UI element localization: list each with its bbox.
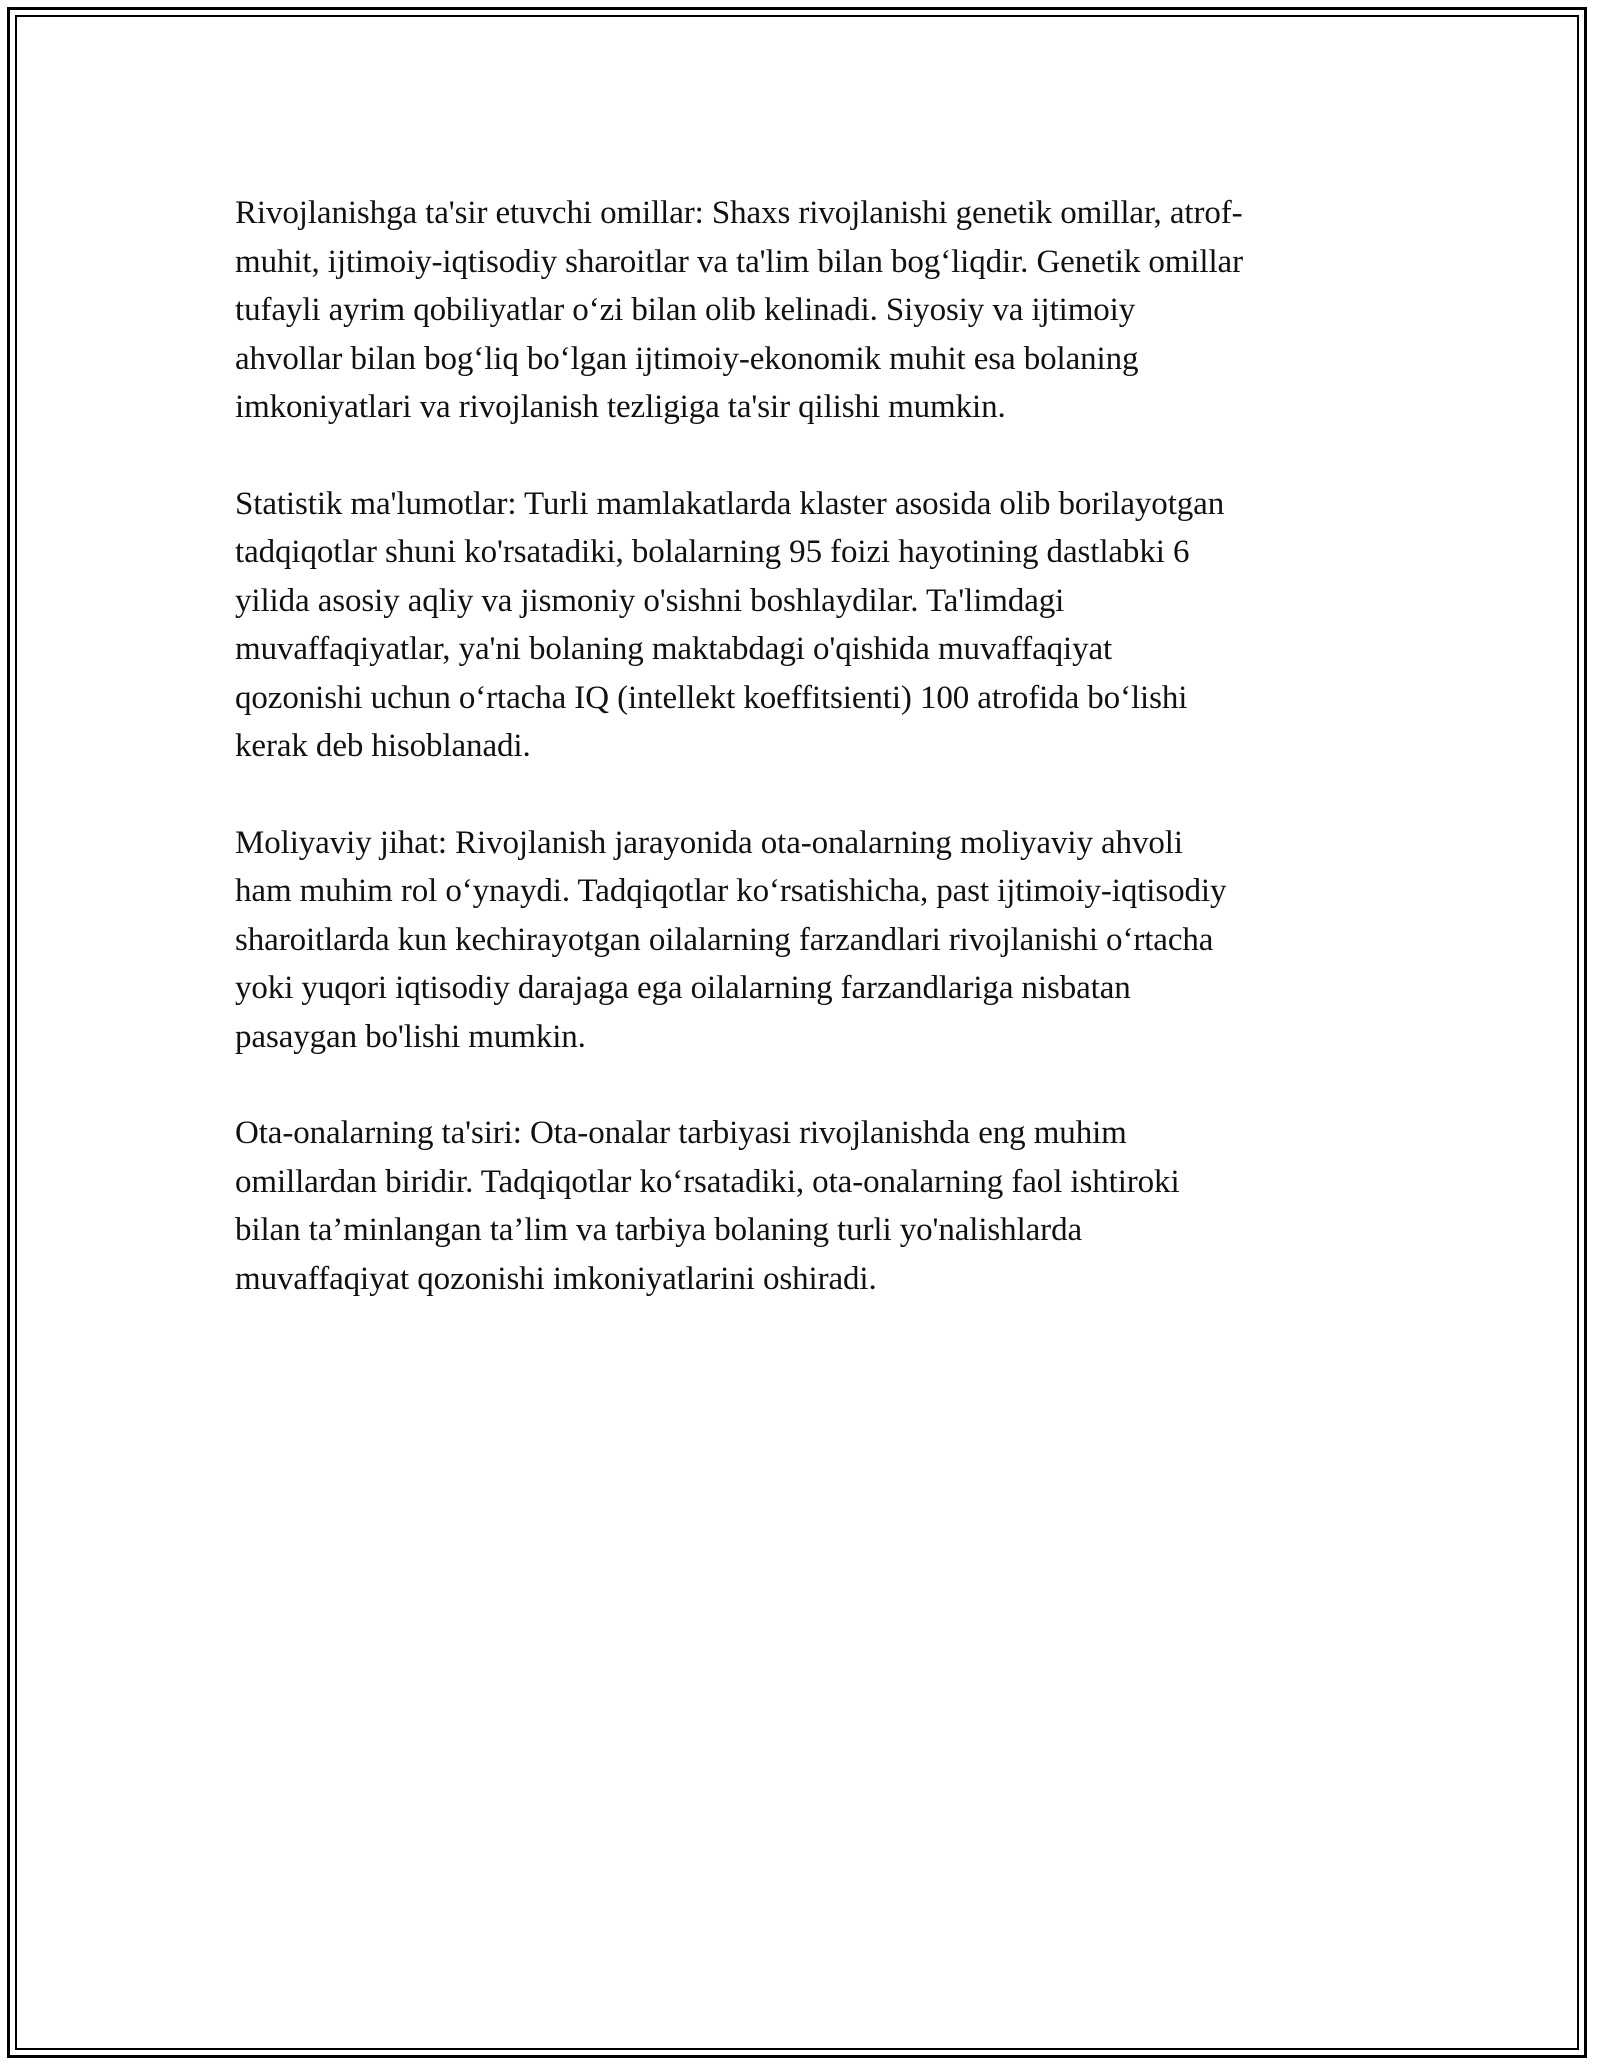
text-line: muvaffaqiyatlar, ya'ni bolaning maktabdagi o'qishida muvaffaqiyat: [235, 631, 1113, 667]
text-line: yilida asosiy aqliy va jismoniy o'sishni boshlaydilar. Ta'limdagi: [235, 582, 1065, 619]
document-body: [235, 189, 1375, 1351]
paragraph-parental-influence: [235, 1109, 1375, 1303]
text-line: Statistik ma'lumotlar: Turli mamlakatlarda klaster asosida olib borilayotgan: [235, 485, 1225, 522]
text-line: Rivojlanishga ta'sir etuvchi omillar: Shaxs rivojlanishi genetik omillar, atrof-: [235, 195, 1243, 231]
text-line: kerak deb hisoblanadi.: [235, 728, 531, 764]
text-line: sharoitlarda kun kechirayotgan oilalarning farzandlari rivojlanishi o‘rtacha: [235, 921, 1214, 958]
text-line: pasaygan bo'lishi mumkin.: [235, 1018, 586, 1055]
text-line: yoki yuqori iqtisodiy darajaga ega oilalarning farzandlariga nisbatan: [235, 970, 1131, 1006]
paragraph-financial-aspect: [235, 819, 1375, 1062]
text-line: tufayli ayrim qobiliyatlar o‘zi bilan olib kelinadi. Siyosiy va ijtimoiy: [235, 292, 1136, 328]
paragraph-development-factors: [235, 189, 1375, 432]
text-line: muhit, ijtimoiy-iqtisodiy sharoitlar va ta'lim bilan bog‘liqdir. Genetik omillar: [235, 243, 1243, 280]
text-line: muvaffaqiyat qozonishi imkoniyatlarini oshiradi.: [235, 1260, 877, 1297]
text-line: qozonishi uchun o‘rtacha IQ (intellekt koeffitsienti) 100 atrofida bo‘lishi: [235, 679, 1188, 716]
text-line: tadqiqotlar shuni ko'rsatadiki, bolalarning 95 foizi hayotining dastlabki 6: [235, 534, 1190, 570]
text-line: Ota-onalarning ta'siri: Ota-onalar tarbiyasi rivojlanishda eng muhim: [235, 1115, 1127, 1151]
text-line: ahvollar bilan bog‘liq bo‘lgan ijtimoiy-ekonomik muhit esa bolaning: [235, 340, 1139, 377]
text-line: imkoniyatlari va rivojlanish tezligiga ta'sir qilishi mumkin.: [235, 389, 1006, 425]
text-line: bilan ta’minlangan ta’lim va tarbiya bolaning turli yo'nalishlarda: [235, 1212, 1083, 1248]
text-line: Moliyaviy jihat: Rivojlanish jarayonida ota-onalarning moliyaviy ahvoli: [235, 824, 1183, 861]
paragraph-statistics: [235, 480, 1375, 771]
text-line: omillardan biridir. Tadqiqotlar ko‘rsatadiki, ota-onalarning faol ishtiroki: [235, 1163, 1180, 1200]
text-line: ham muhim rol o‘ynaydi. Tadqiqotlar ko‘rsatishicha, past ijtimoiy-iqtisodiy: [235, 873, 1227, 909]
